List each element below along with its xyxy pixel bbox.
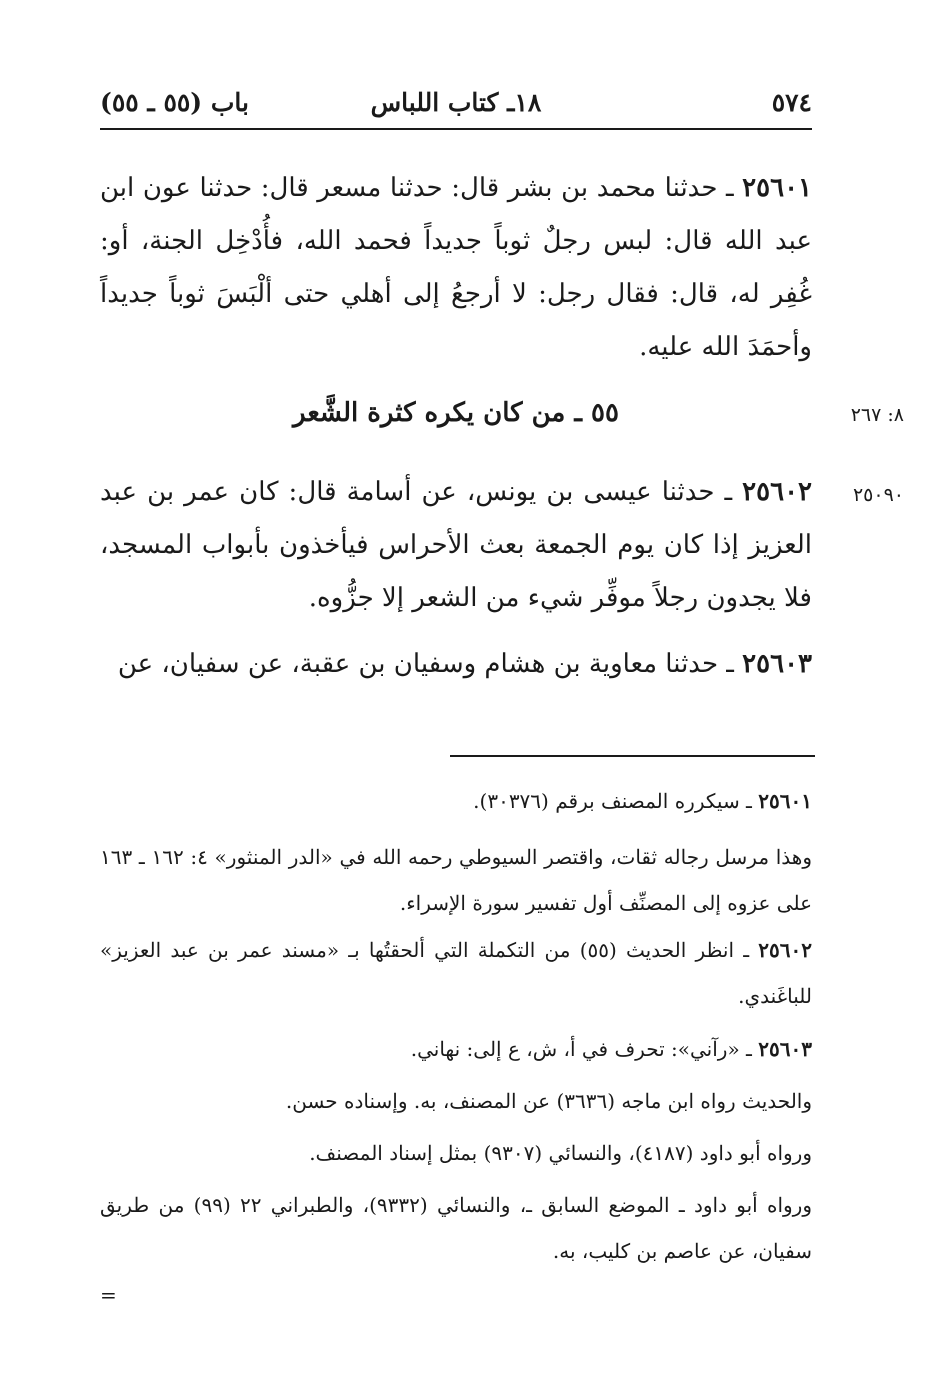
footnote-number: ٢٥٦٠٢ bbox=[758, 938, 813, 962]
footnote bbox=[100, 834, 812, 926]
footnote-text: ورواه أبو داود ـ الموضع السابق ـ، والنسائي (٩٣٣٢)، والطبراني ٢٢ (٩٩) من طريق سفيان، عن عاصم بن كليب، به. bbox=[100, 1193, 812, 1263]
footnote bbox=[100, 778, 812, 824]
hadith-number: ٢٥٦٠١ bbox=[742, 173, 812, 203]
page-header bbox=[100, 80, 812, 126]
section-heading: ٥٥ ـ من كان يكره كثرة الشَّعر bbox=[293, 398, 619, 428]
footnote-number: ٢٥٦٠١ bbox=[758, 789, 812, 813]
margin-reference: ٢٥٠٩٠ bbox=[852, 484, 904, 506]
footnote-text: ـ «رآني»: تحرف في أ، ش، ع إلى: نهاني. bbox=[410, 1037, 752, 1061]
footnote-divider bbox=[450, 755, 815, 757]
footnote-text: ـ سيكرره المصنف برقم (٣٠٣٧٦). bbox=[473, 789, 752, 813]
hadith-text: ـ حدثنا معاوية بن هشام وسفيان بن عقبة، عن سفيان، عن bbox=[117, 649, 734, 679]
hadith-number: ٢٥٦٠٢ bbox=[742, 477, 812, 507]
hadith-25603 bbox=[100, 638, 812, 691]
continuation-mark: = bbox=[100, 1283, 117, 1307]
page-number: ٥٧٤ bbox=[771, 88, 812, 117]
chapter-range: باب (٥٥ ـ ٥٥) bbox=[100, 88, 249, 117]
footnote-number: ٢٥٦٠٣ bbox=[758, 1037, 812, 1061]
footnote bbox=[100, 1130, 812, 1176]
header-divider bbox=[100, 128, 812, 130]
margin-reference: ٨: ٢٦٧ bbox=[850, 404, 904, 426]
footnote-text: وهذا مرسل رجاله ثقات، واقتصر السيوطي رحمه الله في «الدر المنثور» ٤: ١٦٢ ـ ١٦٣ على عزوه إلى المصنِّف أول تفسير سورة الإسراء. bbox=[100, 845, 812, 915]
footnote-text: ـ انظر الحديث (٥٥) من التكملة التي ألحقتُها بـ «مسند عمر بن عبد العزيز» للباغَندي. bbox=[100, 938, 812, 1008]
footnote-text: ورواه أبو داود (٤١٨٧)، والنسائي (٩٣٠٧) بمثل إسناد المصنف. bbox=[309, 1141, 812, 1165]
hadith-text: ـ حدثنا محمد بن بشر قال: حدثنا مسعر قال: حدثنا عون ابن عبد الله قال: لبس رجلٌ ثوباً جديداً فحمد الله، فأُدْخِل الجنة، أو: غُفِر له، قال: فقال رجل: لا أرجعُ إلى أهلي حتى ألْبَسَ ثوباً جديداً وأحمَدَ الله عليه. bbox=[100, 173, 812, 362]
book-title: ١٨ـ كتاب اللباس bbox=[370, 88, 542, 117]
hadith-text: ـ حدثنا عيسى بن يونس، عن أسامة قال: كان عمر بن عبد العزيز إذا كان يوم الجمعة بعث الأحراس فيأخذون بأبواب المسجد، فلا يجدون رجلاً موفِّر شيء من الشعر إلا جزُّوه. bbox=[100, 477, 812, 613]
hadith-25602 bbox=[100, 466, 812, 625]
hadith-number: ٢٥٦٠٣ bbox=[742, 649, 812, 679]
hadith-25601 bbox=[100, 162, 812, 374]
footnote bbox=[100, 1026, 812, 1072]
footnote bbox=[100, 1078, 812, 1124]
footnote bbox=[100, 1182, 812, 1274]
footnote bbox=[100, 927, 812, 1019]
footnote-text: والحديث رواه ابن ماجه (٣٦٣٦) عن المصنف، به. وإسناده حسن. bbox=[285, 1089, 812, 1113]
